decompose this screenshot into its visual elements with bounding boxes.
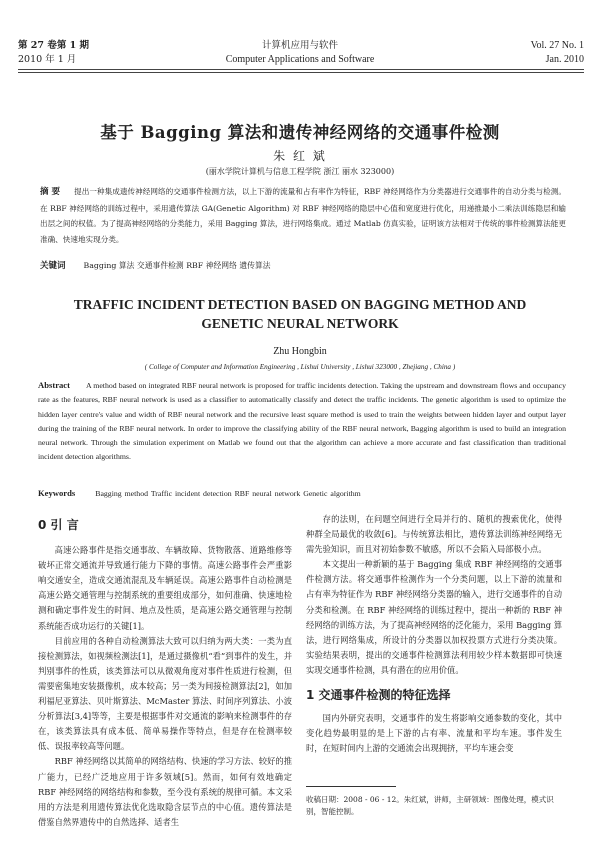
abstract-text-en: A method based on integrated RBF neural network is proposed for traffic incidents detection. Taking the upstream and downstream flows and occupancy rate as the features, RBF neural network is used as a classifier to automatically classify and detect the traffic incidents. The genetic algorithm is used to optimize the hidden layer centre's value and width of RBF neural network and the recursive least square method is used to train the weights between hidden layer and output layer during the training of the RBF neural network. In order to improve the classifying ability of the RBF neural network, Bagging algorithm is used to build an integration neural network. Through the simulation experiment on Matlab we found out that the algorithm can achieve a more accurate and fast classification than traditional incident detection algorithms. [38,381,566,462]
abstract-en [38,378,566,465]
keywords-en [38,488,361,498]
keywords-text-cn: Bagging 算法 交通事件检测 RBF 神经网络 遗传算法 [83,261,271,270]
header-rule-top [18,69,584,70]
paragraph-intro-1: 高速公路事件是指交通事故、车辆故障、货物散落、道路维修等破坏正常交通流并导致通行能力下降的事情。高速公路事件会严重影响交通安全，造成交通流混乱及车辆延误。高速公路事件自动检测是高速公路交通管理与控制系统的重要组成部分，如何准确、快速地检测和确定事件发生的时间、地点及性质，是高速公路交通管理与控制系统能否成功运行的关键[1]。 [38,545,292,631]
issue-volume-cn: 第 27 卷第 1 期 [18,40,90,51]
issue-date-en: Jan. 2010 [545,54,584,65]
abstract-text-cn: 提出一种集成遗传神经网络的交通事件检测方法，以上下游的流量和占有率作为特征，RBF 神经网络作为分类器进行交通事件的自动分类与检测。在 RBF 神经网络的训练过程中，采用遗传算法 GA(Genetic Algorithm) 对 RBF 神经网络的隐层中心值和宽度进行优化，用递推最小二乘法训练隐层和输出层之间的权值。为了提高神经网络的分类能力，采用 Bagging 算法，进行网络集成。通过 Matlab 仿真实验，证明该方法相对于传统的事件检测算法能更准确、快速地实现分类。 [40,187,566,244]
author-cn: 朱 红 斌 [273,149,327,163]
journal-name-en: Computer Applications and Software [225,54,375,65]
affiliation-en: ( College of Computer and Information Engineering , Lishui University , Lishui 323000 , Zhejiang , China ) [144,363,456,371]
affiliation-cn: (丽水学院计算机与信息工程学院 浙江 丽水 323000) [205,167,395,176]
paragraph-section1-1: 国内外研究表明，交通事件的发生将影响交通参数的变化，其中变化趋势最明显的是上下游的占有率、流量和平均车速。事件发生时，在短时间内上游的交通流会出现拥挤，平均车速会变 [306,713,562,754]
abstract-cn [40,184,566,247]
abstract-label-en: Abstract [38,380,70,390]
abstract-label-cn: 摘 要 [40,187,61,197]
paper-title-en-line1: TRAFFIC INCIDENT DETECTION BASED ON BAGGING METHOD AND [73,297,527,312]
body-right-column [306,512,562,780]
paper-title-en-line2: GENETIC NEURAL NETWORK [201,316,399,331]
paragraph-intro-2: 目前应用的各种自动检测算法大致可以归纳为两大类：一类为直接检测算法，如视频检测法[1]，是通过摄像机“看”到事件的发生，并判别事件的性质，该类算法可以从微观角度对事件性质进行检测，但需要密集地安装摄像机，成本较高；另一类为间接检测算法[2]，如加利福尼亚算法、贝叶斯算法、McMaster 算法、时间序列算法、小波分析算法[3,4]等等，主要是根据事件对交通流的影响来检测事件的存在，该类算法具有成本低、简单易操作等特点，但是存在检测率较低、误报率较高等问题。 [38,635,292,752]
paragraph-intro-5: 本文提出一种新颖的基于 Bagging 集成 RBF 神经网络的交通事件检测方法。将交通事件检测作为一个分类问题，以上下游的流量和占有率为特征作为 RBF 神经网络分类器的输入，进行交通事件的自动分类和检测。在 RBF 神经网络的训练过程中，提出一种新的 RBF 神经网络的训练方法，为了提高神经网络的泛化能力，采用 Bagging 算法，进行网络集成，所设计的分类器以加权投票方式进行分类决策。实验结果表明，提出的交通事件检测算法利用较少样本数据即可快速实现交通事件检测，具有潜在的应用价值。 [306,559,562,675]
section-0-heading: 0 引 言 [38,518,79,532]
paragraph-intro-3: RBF 神经网络以其简单的网络结构、快速的学习方法、较好的推广能力，已经广泛地应用于许多领域[5]。然而，如何有效地确定 RBF 神经网络的网络结构和参数，至今没有系统的规律可循。本文采用的方法是利用遗传算法优化选取隐含层节点的中心值。遗传算法是借鉴自然界遗传中的自然选择、适者生 [38,756,292,827]
author-en: Zhu Hongbin [273,346,327,357]
paragraph-intro-4: 存的法则，在问题空间进行全局并行的、随机的搜索优化，使得种群全局最优的收敛[6]。与传统算法相比，遗传算法训练神经网络无需先验知识，而且对初始参数不敏感，所以不会陷入局部极小点。 [306,514,562,555]
issue-volume-en: Vol. 27 No. 1 [530,40,584,51]
header-rule-bottom [18,72,584,73]
paper-title-cn: 基于 Bagging 算法和遗传神经网络的交通事件检测 [100,123,500,142]
keywords-text-en: Bagging method Traffic incident detection RBF neural network Genetic algorithm [95,489,361,498]
footnote-rule [306,786,396,787]
body-left-column [38,518,292,844]
journal-name-cn: 计算机应用与软件 [261,40,338,51]
keywords-cn [40,259,271,271]
keywords-label-cn: 关键词 [40,261,66,271]
footnote: 收稿日期：2008 - 06 - 12。朱红斌，讲师，主研领域：图像处理，模式识别，智能控制。 [306,795,554,816]
section-1-heading: 1 交通事件检测的特征选择 [306,688,451,703]
keywords-label-en: Keywords [38,488,76,498]
issue-date-cn: 2010 年 1 月 [18,54,77,65]
